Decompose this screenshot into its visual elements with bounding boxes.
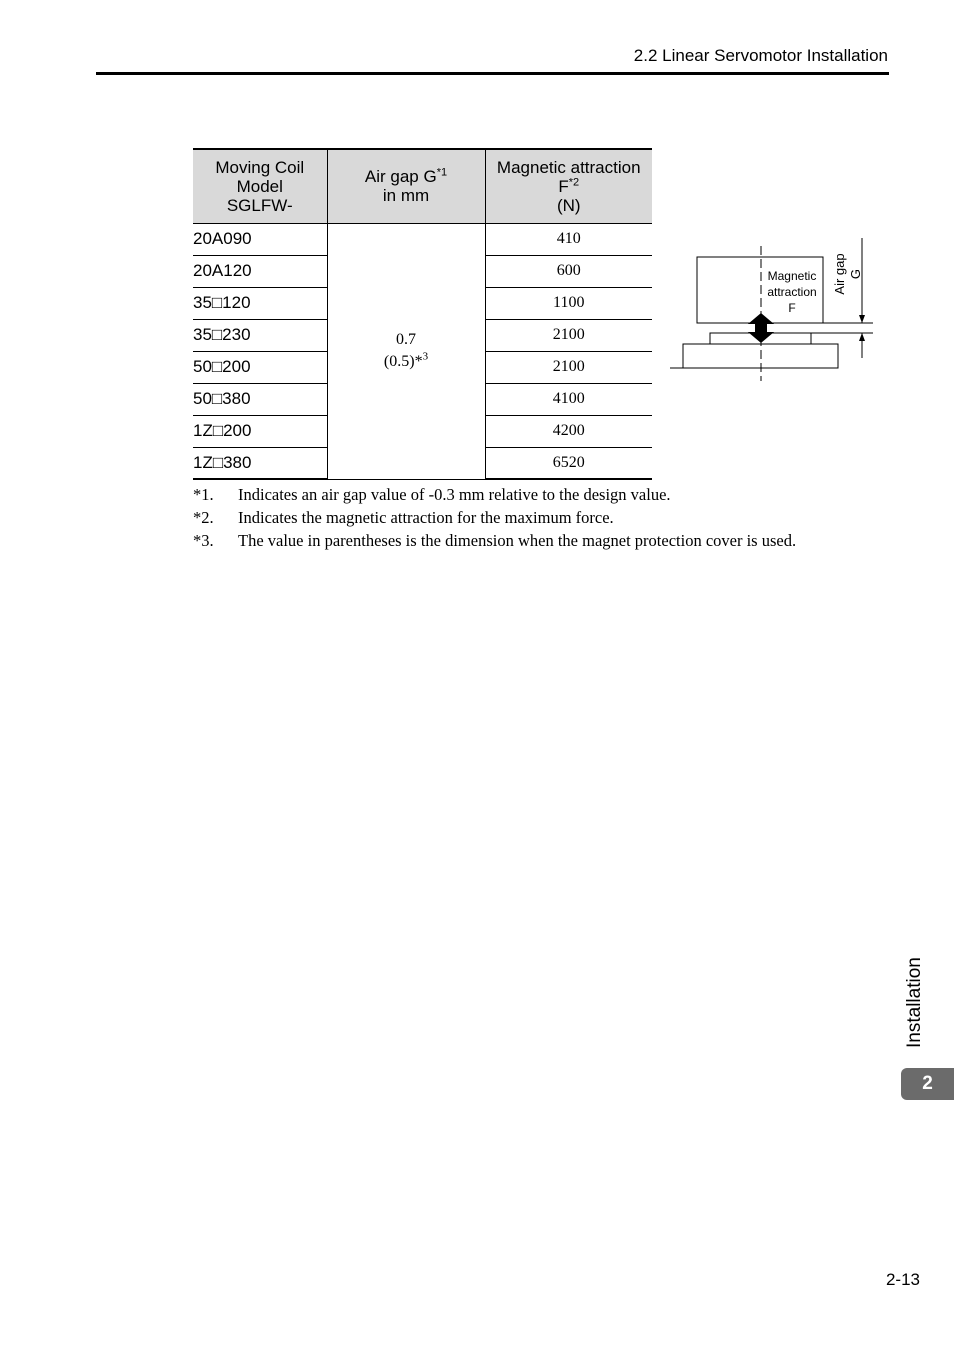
section-title: 2.2 Linear Servomotor Installation bbox=[633, 46, 888, 65]
magnetic-label-line2: attraction bbox=[767, 285, 817, 299]
chapter-tab: 2 bbox=[901, 1068, 954, 1100]
header-model-line1: Moving Coil bbox=[215, 157, 305, 177]
model-cell: 20A120 bbox=[193, 255, 327, 287]
model-cell: 35□120 bbox=[193, 287, 327, 319]
force-cell: 2100 bbox=[485, 319, 652, 351]
model-cell: 35□230 bbox=[193, 319, 327, 351]
force-cell: 1100 bbox=[485, 287, 652, 319]
airgap-label-line2: G bbox=[848, 268, 863, 280]
magnetic-attraction-table bbox=[193, 148, 652, 480]
footnote-text: The value in parentheses is the dimension when the magnet protection cover is used. bbox=[238, 531, 797, 550]
side-tab-text: Installation bbox=[904, 957, 925, 1048]
footnote-marker: *1. bbox=[193, 485, 214, 504]
attraction-arrow-icon bbox=[748, 313, 774, 343]
side-tab-label bbox=[904, 950, 928, 1050]
footnote-marker: *3. bbox=[193, 531, 214, 550]
footnote-text: Indicates the magnetic attraction for the maximum force. bbox=[238, 508, 614, 527]
footnotes bbox=[193, 485, 796, 554]
page-number: 2-13 bbox=[885, 1270, 920, 1289]
model-cell: 20A090 bbox=[193, 223, 327, 255]
airgap-cover-sup: 3 bbox=[422, 350, 429, 363]
force-cell: 4100 bbox=[485, 383, 652, 415]
model-cell: 50□380 bbox=[193, 383, 327, 415]
gap-arrow-down-icon bbox=[859, 315, 865, 323]
magnetic-label-line3: F bbox=[788, 301, 796, 315]
force-cell: 4200 bbox=[485, 415, 652, 447]
header-rule bbox=[96, 72, 889, 75]
header-model bbox=[193, 149, 327, 223]
header-airgap bbox=[327, 149, 485, 223]
airgap-diagram bbox=[668, 236, 883, 386]
header-force-sup: *2 bbox=[568, 176, 580, 189]
airgap-cell bbox=[327, 223, 485, 479]
header-airgap-line2: in mm bbox=[382, 186, 430, 206]
table-row bbox=[193, 223, 652, 255]
gap-arrow-up-icon bbox=[859, 333, 865, 341]
magnetic-label-line1: Magnetic bbox=[767, 269, 817, 283]
table-header-row bbox=[193, 149, 652, 223]
header-force-line2: F bbox=[558, 176, 569, 196]
force-cell: 2100 bbox=[485, 351, 652, 383]
model-cell: 1Z□200 bbox=[193, 415, 327, 447]
model-cell: 50□200 bbox=[193, 351, 327, 383]
airgap-cover-value: (0.5)* bbox=[383, 353, 423, 370]
airgap-value: 0.7 bbox=[396, 331, 416, 348]
force-cell: 410 bbox=[485, 223, 652, 255]
footnote bbox=[193, 531, 796, 554]
header-force-line3: (N) bbox=[556, 195, 581, 215]
footnote-marker: *2. bbox=[193, 508, 214, 527]
airgap-label-line1: Air gap bbox=[832, 253, 847, 295]
header-force bbox=[485, 149, 652, 223]
header-force-line1: Magnetic attraction bbox=[496, 157, 641, 177]
force-cell: 600 bbox=[485, 255, 652, 287]
footnote-text: Indicates an air gap value of -0.3 mm relative to the design value. bbox=[238, 485, 671, 504]
model-cell: 1Z□380 bbox=[193, 447, 327, 479]
header-airgap-sup: *1 bbox=[436, 166, 448, 179]
force-cell: 6520 bbox=[485, 447, 652, 479]
footnote bbox=[193, 508, 796, 531]
header-airgap-line1: Air gap G bbox=[364, 167, 437, 187]
footnote bbox=[193, 485, 796, 508]
header-model-line2: Model bbox=[236, 176, 283, 196]
header-model-line3: SGLFW- bbox=[226, 195, 293, 215]
